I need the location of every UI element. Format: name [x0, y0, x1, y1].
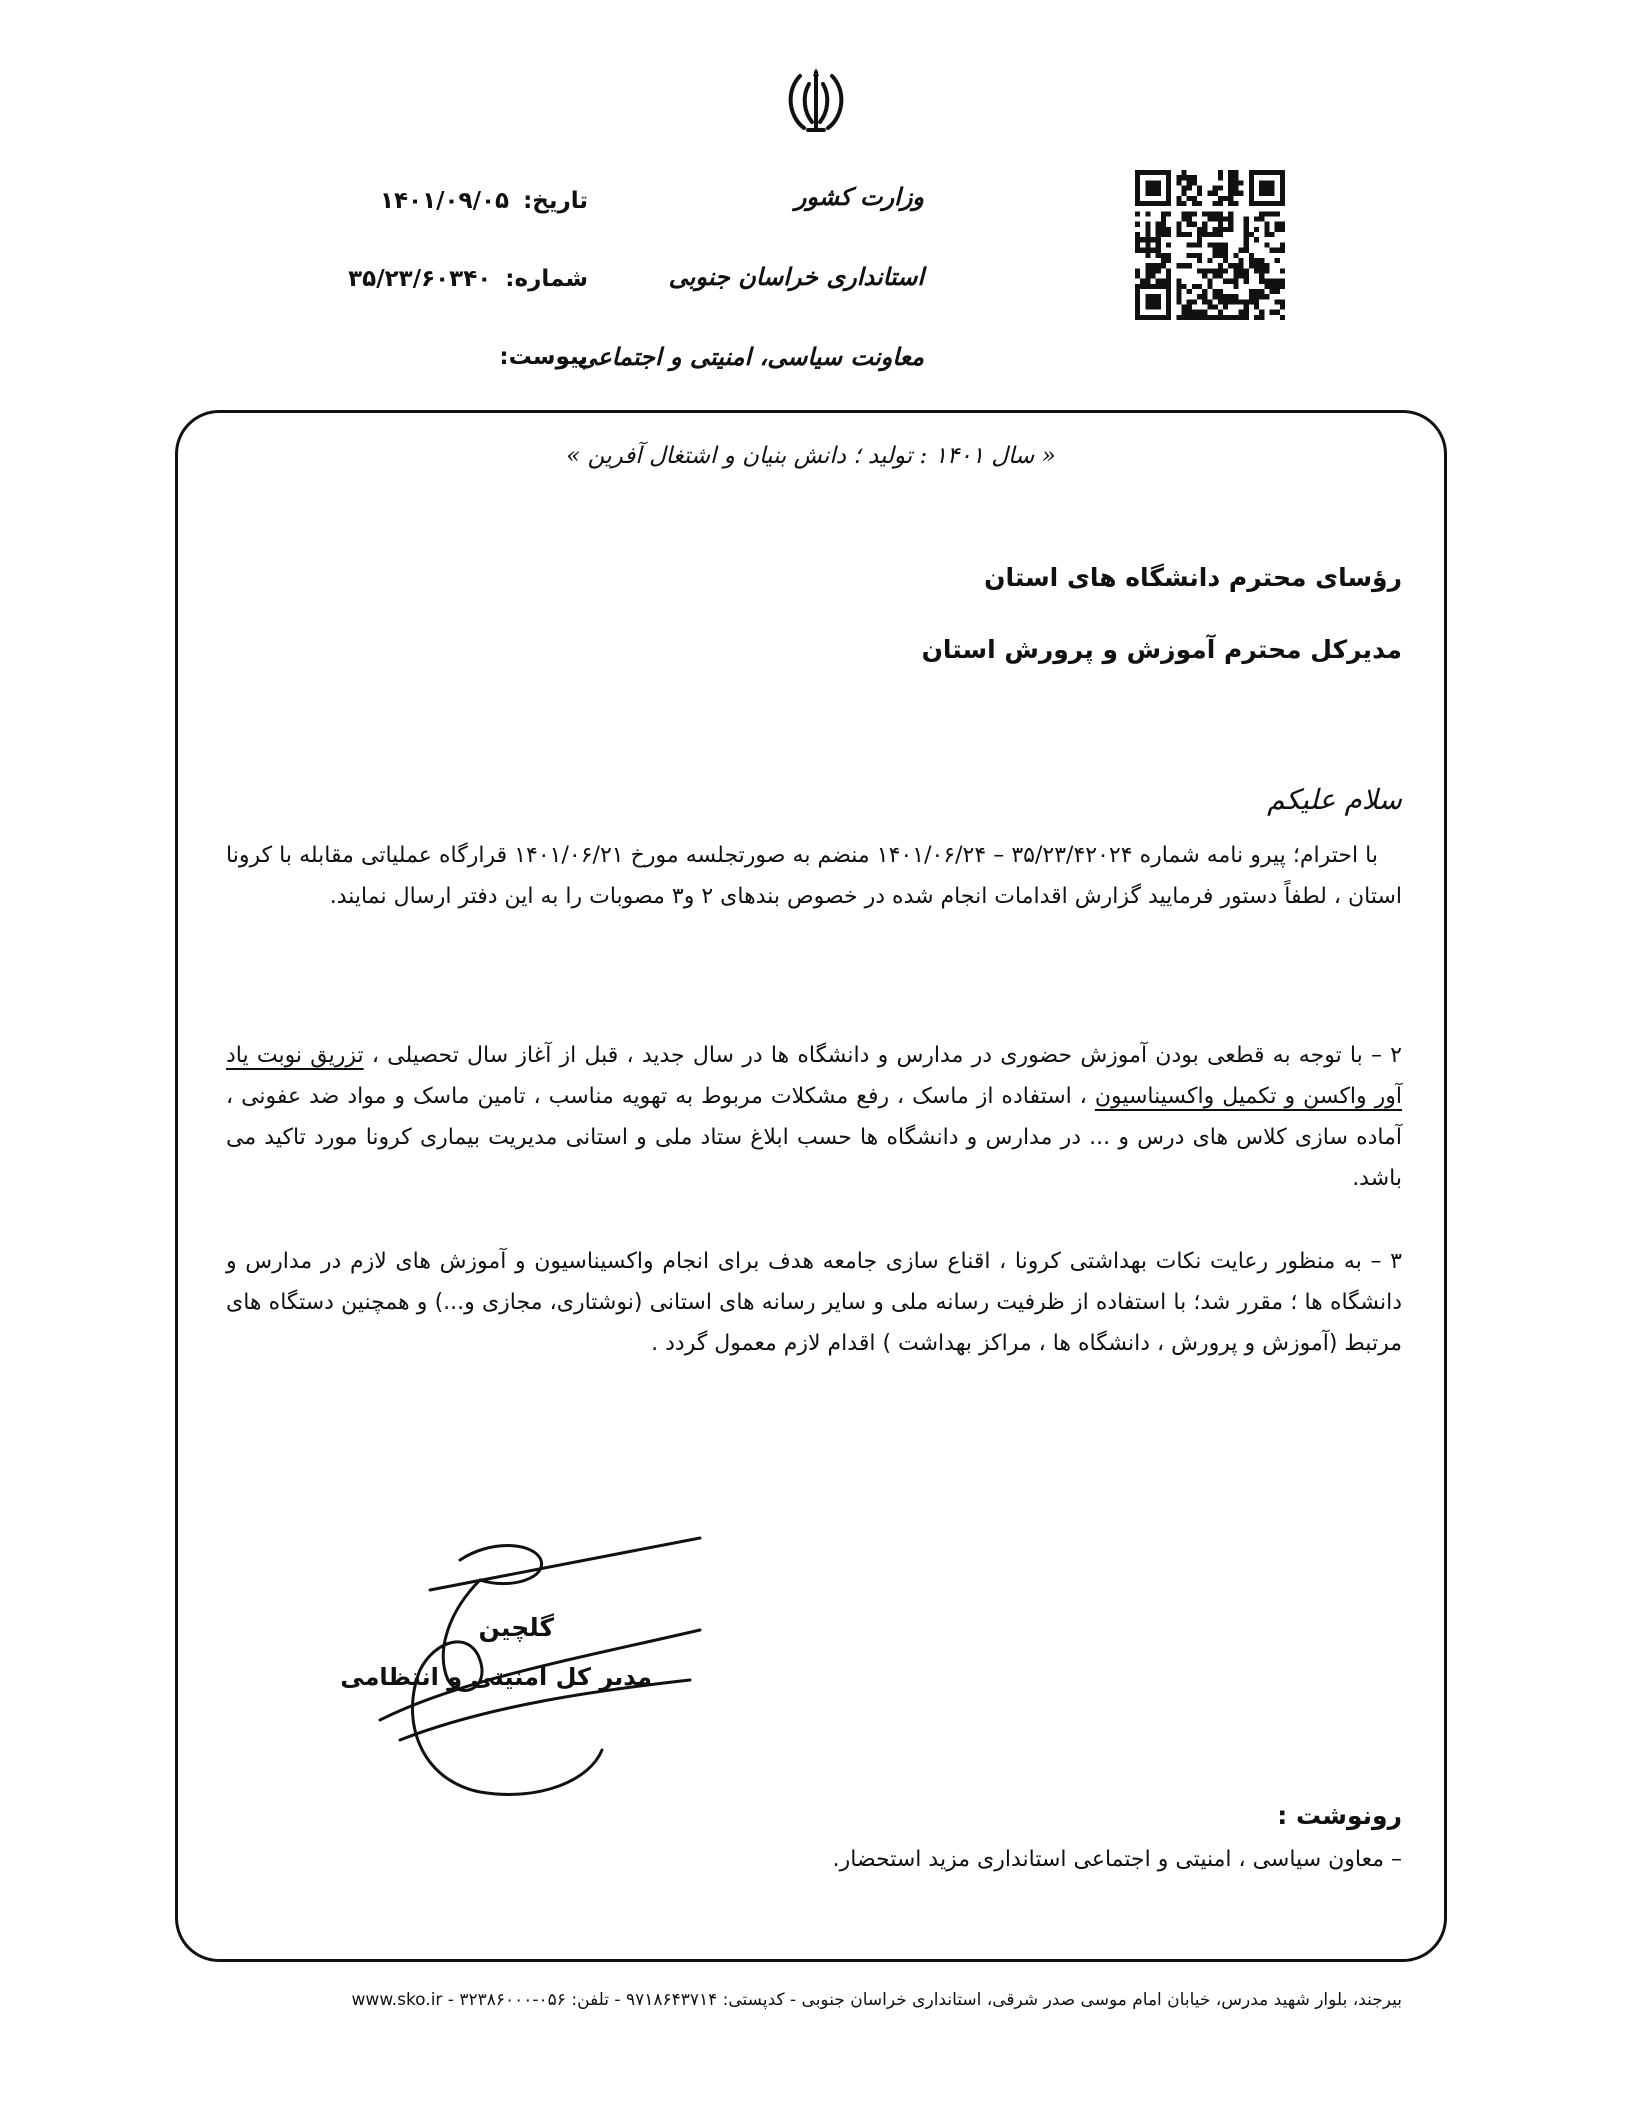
iran-emblem-icon	[780, 66, 852, 138]
footer-address: بیرجند، بلوار شهید مدرس، خیابان امام موسی صدر شرقی، استانداری خراسان جنوبی - کدپستی: ۹۷۱۸۶۴۳۷۱۴ - تلفن: ۰۵۶-۳۲۳۸۶۰۰۰ - www.sko.ir	[351, 1990, 1402, 2010]
item-2-text-a: ۲ – با توجه به قطعی بودن آموزش حضوری در مدارس و دانشگاه ها در سال جدید ، قبل از آغاز سال تحصیلی ،	[363, 1043, 1402, 1068]
governorate-name: استانداری خراسان جنوبی	[668, 262, 924, 291]
cc-title: رونوشت :	[1277, 1801, 1402, 1830]
cc-item: – معاون سیاسی ، امنیتی و اجتماعی استانداری مزید استحضار.	[832, 1847, 1402, 1872]
signatory-name: گلچین	[478, 1613, 554, 1642]
year-motto: « سال ۱۴۰۱ : تولید ؛ دانش بنیان و اشتغال آفرین »	[566, 443, 1056, 469]
attachment-row	[318, 344, 588, 370]
signatory-title: مدیر کل امنیتی و انتظامی	[340, 1663, 652, 1691]
attachment-label: پیوست:	[499, 344, 588, 370]
number-value: ۳۵/۲۳/۶۰۳۴۰	[348, 266, 492, 292]
item-2-underlined: تزریق نوبت یاد آور واکسن و تکمیل واکسیناسیون	[226, 1043, 1402, 1109]
recipient-universities: رؤسای محترم دانشگاه های استان	[984, 563, 1402, 592]
ministry-name: وزارت کشور	[794, 182, 924, 211]
intro-paragraph: با احترام؛ پیرو نامه شماره ۳۵/۲۳/۴۲۰۲۴ – ۱۴۰۱/۰۶/۲۴ منضم به صورتجلسه مورخ ۱۴۰۱/۰۶/۲۱ قرارگاه عملیاتی مقابله با کرونا استان ، لطفاً دستور فرمایید گزارش اقدامات انجام شده در خصوص بندهای ۲ و۳ مصوبات را به این دفتر ارسال نمایند.	[226, 843, 1402, 909]
salutation: سلام علیکم	[1267, 783, 1402, 816]
date-value: ۱۴۰۱/۰۹/۰۵	[379, 188, 510, 214]
date-label: تاریخ:	[523, 188, 588, 214]
item-3-paragraph: ۳ – به منظور رعایت نکات بهداشتی کرونا ، اقناع سازی جامعه هدف برای انجام واکسیناسیون و آموزش های لازم در مدارس و دانشگاه ها ؛ مقرر شد؛ با استفاده از ظرفیت رسانه ملی و سایر رسانه های استانی (نوشتاری، مجازی و...) و همچنین دستگاه های مرتبط (آموزش و پرورش ، دانشگاه ها ، مراکز بهداشت ) اقدام لازم معمول گردد .	[226, 1249, 1402, 1356]
qr-code-icon	[1135, 170, 1285, 320]
recipient-education: مدیرکل محترم آموزش و پرورش استان	[921, 635, 1402, 664]
handwritten-signature	[340, 1530, 720, 1820]
deputy-office-name: معاونت سیاسی، امنیتی و اجتماعی	[577, 342, 924, 371]
number-label: شماره:	[505, 266, 588, 292]
item-2-text-b: ، استفاده از ماسک ، رفع مشکلات مربوط به تهویه مناسب ، تامین ماسک و مواد ضد عفونی ، آماده سازی کلاس های درس و ... در مدارس و دانشگاه ها حسب ابلاغ ستاد ملی و استانی مدیریت بیماری کرونا مورد تاکید می باشد.	[226, 1084, 1402, 1191]
number-row	[318, 266, 588, 292]
item-2-paragraph	[226, 1035, 1402, 1199]
date-row	[318, 188, 588, 214]
